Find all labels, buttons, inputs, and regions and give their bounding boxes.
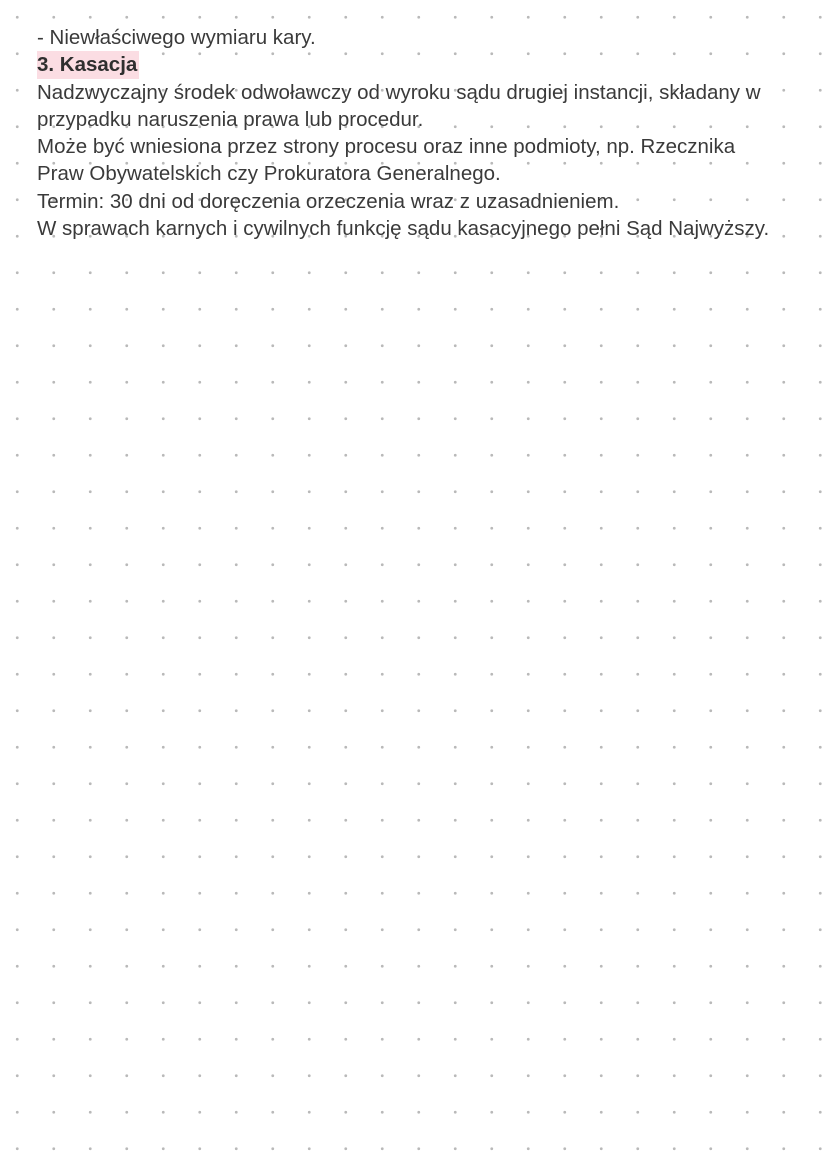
text-line: W sprawach karnych i cywilnych funkcję sądu kasacyjnego pełni Sąd Najwyższy.: [37, 217, 770, 241]
text-line: Nadzwyczajny środek odwoławczy od wyroku sądu drugiej instancji, składany w: [37, 80, 761, 104]
bullet-line: - Niewłaściwego wymiaru kary.: [37, 26, 316, 49]
text-line: Termin: 30 dni od doręczenia orzeczenia wraz z uzasadnieniem.: [37, 189, 620, 213]
text-line: Może być wniesiona przez strony procesu oraz inne podmioty, np. Rzecznika: [37, 135, 736, 159]
note-body: [37, 24, 797, 242]
text-line: Praw Obywatelskich czy Prokuratora Generalnego.: [37, 162, 501, 186]
section-heading-line: [37, 51, 797, 78]
section-heading: 3. Kasacja: [37, 51, 139, 78]
text-line: przypadku naruszenia prawa lub procedur.: [37, 107, 424, 131]
